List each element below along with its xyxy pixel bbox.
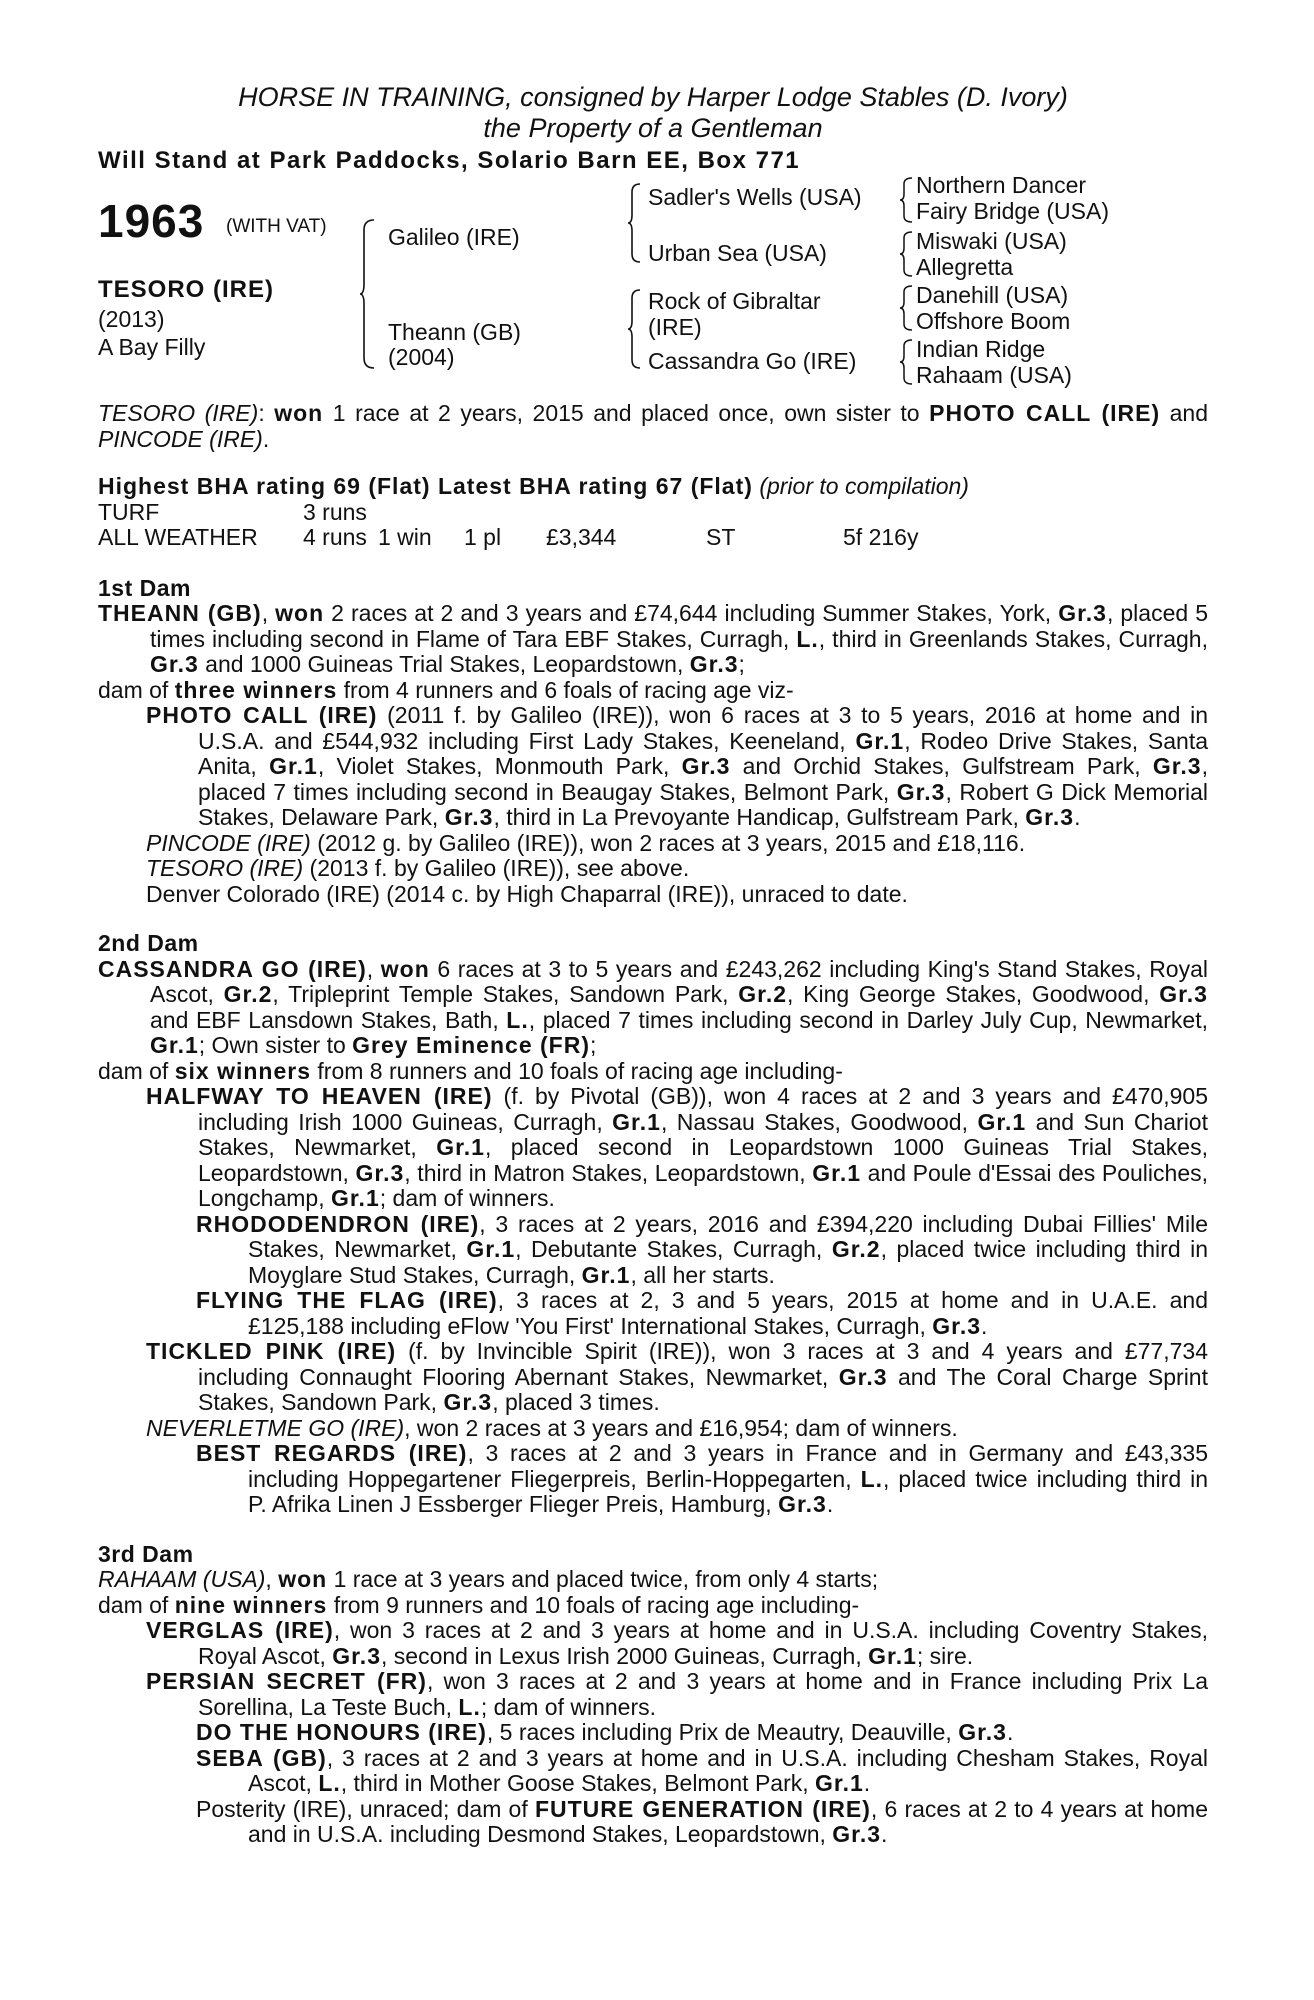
first-dam-produce-3: TESORO (IRE) (2013 f. by Galileo (IRE)), see above. bbox=[146, 855, 690, 881]
dam-dam: Cassandra Go (IRE) bbox=[648, 348, 857, 374]
gen3-dsd: Offshore Boom bbox=[916, 308, 1071, 334]
second-dam-produce-2: TICKLED PINK (IRE) (f. by Invincible Spirit (IRE)), won 3 races at 3 and 4 years and £77,734 including Connaught Flooring Abernant Stakes, Newmarket, Gr.3 and The Coral Charge Sprint Stakes, Sandown Park, Gr.3, placed 3 times. bbox=[146, 1338, 1208, 1415]
first-dam-main: THEANN (GB), won 2 races at 2 and 3 years and £74,644 including Summer Stakes, York, Gr.3, placed 5 times including second in Flame of Tara EBF Stakes, Curragh, L., third in Greenlands Stakes, Curragh, Gr.3 and 1000 Guineas Trial Stakes, Leopardstown, Gr.3; bbox=[98, 600, 1208, 677]
second-dam-produce-1: HALFWAY TO HEAVEN (IRE) (f. by Pivotal (GB)), won 4 races at 2 and 3 years and £470,905 including Irish 1000 Guineas, Curragh, Gr.1, Nassau Stakes, Goodwood, Gr.1 and Sun Chariot Stakes, Newmarket, Gr.1, placed second in Leopardstown 1000 Guineas Trial Stakes, Leopardstown, Gr.3, third in Matron Stakes, Leopardstown, Gr.1 and Poule d'Essai des Pouliches, Longchamp, Gr.1; dam of winners. bbox=[146, 1083, 1208, 1211]
property-line: the Property of a Gentleman bbox=[483, 113, 823, 143]
third-dam-produce-1: VERGLAS (IRE), won 3 races at 2 and 3 years at home and in U.S.A. including Coventry Stakes, Royal Ascot, Gr.3, second in Lexus Irish 2000 Guineas, Curragh, Gr.1; sire. bbox=[146, 1617, 1208, 1669]
sire-name: Galileo (IRE) bbox=[388, 224, 520, 250]
race-summary: TESORO (IRE): won 1 race at 2 years, 2015 and placed once, own sister to PHOTO CALL (IRE) and PINCODE (IRE). bbox=[98, 400, 1209, 452]
gen3-sdd: Allegretta bbox=[916, 254, 1014, 280]
third-dam-produce-summary: dam of nine winners from 9 runners and 10 foals of racing age including- bbox=[98, 1591, 860, 1618]
second-dam-grandproduce-3: BEST REGARDS (IRE), 3 races at 2 and 3 years in France and in Germany and £43,335 including Hoppegartener Fliegerpreis, Berlin-Hoppegarten, L., placed twice including third in P. Afrika Linen J Essberger Flieger Preis, Hamburg, Gr.3. bbox=[196, 1440, 1209, 1517]
gen3-dss: Danehill (USA) bbox=[916, 282, 1069, 308]
third-dam-grandproduce-1: DO THE HONOURS (IRE), 5 races including Prix de Meautry, Deauville, Gr.3. bbox=[196, 1719, 1014, 1745]
second-dam-main: CASSANDRA GO (IRE), won 6 races at 3 to 5 years and £243,262 including King's Stand Stakes, Royal Ascot, Gr.2, Tripleprint Temple Stakes, Sandown Park, Gr.2, King George Stakes, Goodwood, Gr.3 and EBF Lansdown Stakes, Bath, L., placed 7 times including second in Darley July Cup, Newmarket, Gr.1; Own sister to Grey Eminence (FR); bbox=[98, 955, 1208, 1058]
rating-line: Highest BHA rating 69 (Flat) Latest BHA rating 67 (Flat) (prior to compilation) bbox=[98, 473, 969, 499]
third-dam-produce-2: PERSIAN SECRET (FR), won 3 races at 2 and 3 years at home and in France including Prix La Sorellina, La Teste Buch, L.; dam of winners. bbox=[146, 1668, 1208, 1720]
rating-table: TURF 3 runs ALL WEATHER 4 runs 1 win 1 pl £3,344 ST 5f 216y bbox=[98, 498, 919, 550]
first-dam-heading: 1st Dam bbox=[98, 574, 191, 601]
gen3-sss: Northern Dancer bbox=[916, 172, 1087, 198]
lot-number: 1963 bbox=[98, 195, 205, 247]
location-line: Will Stand at Park Paddocks, Solario Barn EE, Box 771 bbox=[98, 147, 801, 174]
gen3-ddd: Rahaam (USA) bbox=[916, 362, 1072, 388]
summary-horse: TESORO (IRE) bbox=[98, 400, 259, 426]
second-dam-produce-summary: dam of six winners from 8 runners and 10 foals of racing age including- bbox=[98, 1057, 843, 1084]
gen3-ssd: Fairy Bridge (USA) bbox=[916, 198, 1109, 224]
horse-name: TESORO (IRE) bbox=[98, 276, 275, 303]
gen3-bracket-1 bbox=[900, 176, 914, 224]
first-dam-produce-summary: dam of three winners from 4 runners and 6 foals of racing age viz- bbox=[98, 676, 794, 703]
first-generation-bracket bbox=[360, 218, 378, 370]
third-dam-main: RAHAAM (USA), won 1 race at 3 years and placed twice, from only 4 starts; bbox=[98, 1566, 879, 1592]
catalogue-page bbox=[98, 82, 1208, 1848]
second-dam-grandproduce-2: FLYING THE FLAG (IRE), 3 races at 2, 3 and 5 years, 2015 at home and in U.A.E. and £125,188 including eFlow 'You First' International Stakes, Curragh, Gr.3. bbox=[196, 1287, 1208, 1339]
gen3-bracket-2 bbox=[900, 230, 914, 278]
sire-dam: Urban Sea (USA) bbox=[648, 240, 827, 266]
dam-sire-line1: Rock of Gibraltar bbox=[648, 288, 821, 314]
vat-label: (WITH VAT) bbox=[226, 216, 327, 237]
second-dam-produce-3: NEVERLETME GO (IRE), won 2 races at 3 years and £16,954; dam of winners. bbox=[146, 1414, 958, 1441]
consignor-line: HORSE IN TRAINING, consigned by Harper Lodge Stables (D. Ivory) bbox=[238, 82, 1068, 112]
first-dam-produce-4: Denver Colorado (IRE) (2014 c. by High Chaparral (IRE)), unraced to date. bbox=[146, 880, 908, 907]
third-dam-grandproduce-3: Posterity (IRE), unraced; dam of FUTURE GENERATION (IRE), 6 races at 2 to 4 years at home and in U.S.A. including Desmond Stakes, Leopardstown, Gr.3. bbox=[196, 1795, 1209, 1847]
dam-sire-line2: (IRE) bbox=[648, 314, 702, 340]
dam-name: Theann (GB) bbox=[388, 319, 521, 345]
gen3-sds: Miswaki (USA) bbox=[916, 228, 1067, 254]
gen3-bracket-4 bbox=[900, 338, 914, 386]
horse-description: A Bay Filly bbox=[98, 334, 206, 360]
third-dam-heading: 3rd Dam bbox=[98, 1540, 194, 1567]
second-dam-grandproduce-1: RHODODENDRON (IRE), 3 races at 2 years, 2016 and £394,220 including Dubai Fillies' Mile Stakes, Newmarket, Gr.1, Debutante Stakes, Curragh, Gr.2, placed twice including third in Moyglare Stud Stakes, Curragh, Gr.1, all her starts. bbox=[196, 1210, 1209, 1288]
dam-bracket bbox=[628, 288, 642, 370]
second-dam-heading: 2nd Dam bbox=[98, 930, 199, 956]
dam-year: (2004) bbox=[388, 344, 455, 370]
third-dam-grandproduce-2: SEBA (GB), 3 races at 2 and 3 years at home and in U.S.A. including Chesham Stakes, Royal Ascot, L., third in Mother Goose Stakes, Belmont Park, Gr.1. bbox=[196, 1744, 1208, 1796]
gen3-bracket-3 bbox=[900, 284, 914, 332]
gen3-dds: Indian Ridge bbox=[916, 336, 1046, 362]
pedigree-block bbox=[98, 172, 1208, 391]
sire-bracket bbox=[628, 182, 642, 264]
first-dam-produce-2: PINCODE (IRE) (2012 g. by Galileo (IRE)), won 2 races at 3 years, 2015 and £18,116. bbox=[146, 829, 1026, 856]
first-dam-produce-1: PHOTO CALL (IRE) (2011 f. by Galileo (IRE)), won 6 races at 3 to 5 years, 2016 at home and in U.S.A. and £544,932 including First Lady Stakes, Keeneland, Gr.1, Rodeo Drive Stakes, Santa Anita, Gr.1, Violet Stakes, Monmouth Park, Gr.3 and Orchid Stakes, Gulfstream Park, Gr.3, placed 7 times including second in Beaugay Stakes, Belmont Park, Gr.3, Robert G Dick Memorial Stakes, Delaware Park, Gr.3, third in La Prevoyante Handicap, Gulfstream Park, Gr.3. bbox=[146, 702, 1208, 830]
foaling-year: (2013) bbox=[98, 306, 165, 332]
sire-sire: Sadler's Wells (USA) bbox=[648, 184, 862, 210]
